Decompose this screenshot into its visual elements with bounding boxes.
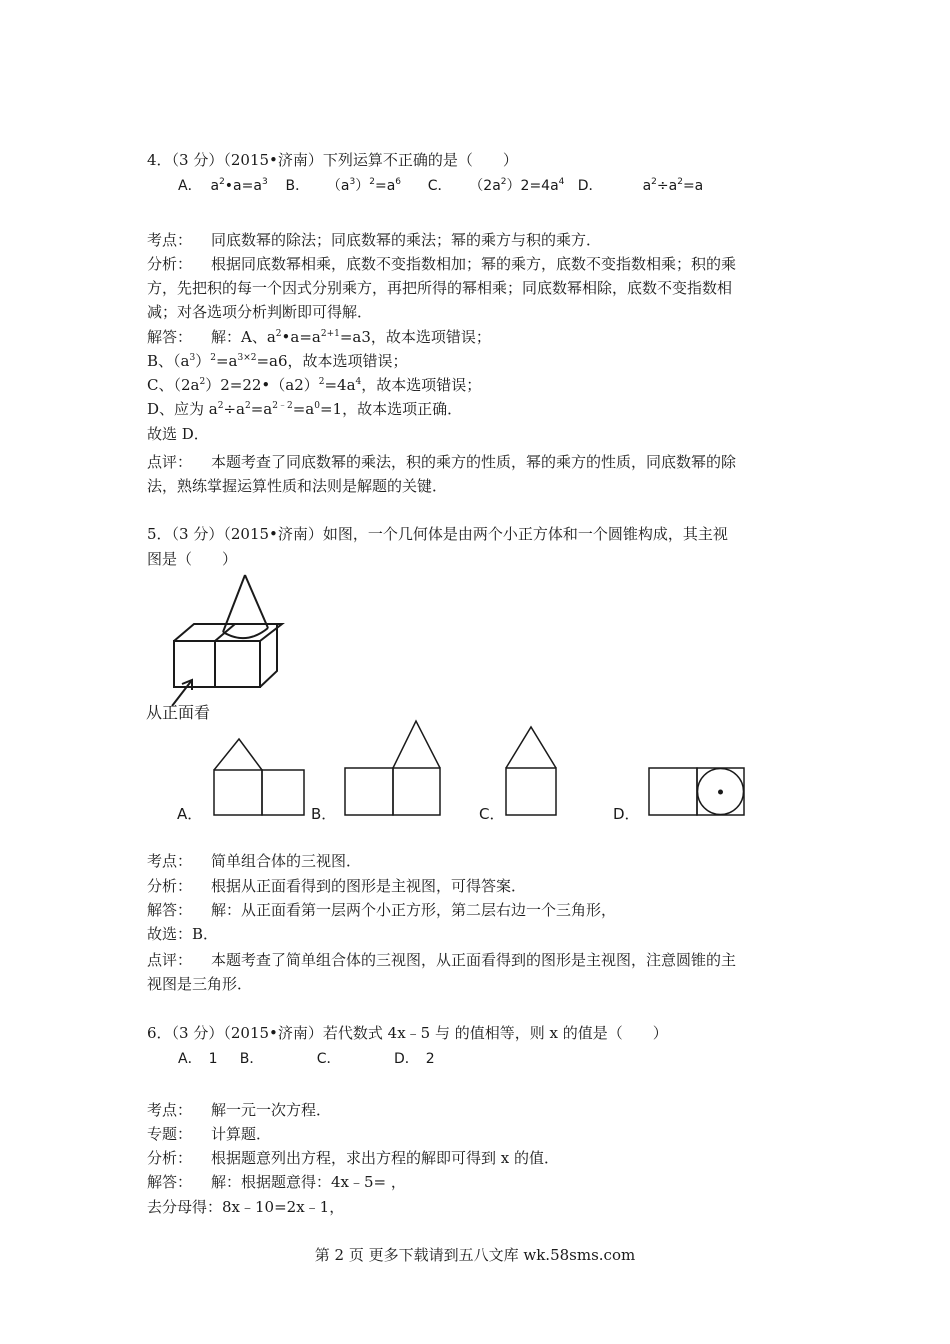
figure-caption: 从正面看 <box>146 703 211 722</box>
option-a-figure <box>214 739 304 815</box>
q5-guxuan: 故选：B． <box>147 925 219 943</box>
q4-jieda-d: D、应为 $a^2\div a^2=a^{2﹣2}=a^0=1$，故本选项正确． <box>147 400 463 418</box>
option-d-label: D． <box>613 805 640 823</box>
q4-kaodian: 考点： 同底数幂的除法；同底数幂的乘法；幂的乘方与积的乘方． <box>147 231 602 249</box>
q5-jieda: 解答： 解：从正面看第一层两个小正方形，第二层右边一个三角形， <box>147 901 617 919</box>
option-a-label: A． <box>177 805 203 823</box>
q4-fenxi: 分析： 根据同底数幂相乘，底数不变指数相加；幂的乘方，底数不变指数相乘；积的乘 <box>147 255 737 273</box>
q5-fenxi: 分析： 根据从正面看得到的图形是主视图，可得答案． <box>147 877 527 895</box>
q6-jieda: 解答： 解：根据题意得：4x﹣5= ， <box>147 1173 406 1191</box>
q6-zhuanti: 专题： 计算题． <box>147 1125 272 1143</box>
q5-kaodian: 考点： 简单组合体的三视图． <box>147 852 362 870</box>
q5-dianping-2: 视图是三角形． <box>147 975 253 993</box>
q6-stem: 6．（3 分）（2015•济南）若代数式 4x﹣5 与 的值相等，则 x 的值是（ ） <box>147 1024 668 1042</box>
q6-step: 去分母得：8x﹣10=2x﹣1， <box>147 1198 345 1216</box>
q4-jieda: 解答： 解：A、$a^2•a=a^{2+1}=a3$，故本选项错误； <box>147 328 491 346</box>
q4-jieda-c: C、$(2a^2)2=22•(a2)^2=4a^4$，故本选项错误； <box>147 376 482 394</box>
q4-fenxi-2: 方，先把积的每一个因式分别乘方，再把所得的幂相乘；同底数幂相除，底数不变指数相 <box>147 279 733 297</box>
q5-dianping: 点评： 本题考查了简单组合体的三视图，从正面看得到的图形是主视图，注意圆锥的主 <box>147 951 737 969</box>
q5-stem: 5．（3 分）（2015•济南）如图，一个几何体是由两个小正方体和一个圆锥构成，其主视 <box>147 525 728 543</box>
q6-options: A． 1 B． C． D． 2 <box>178 1051 435 1067</box>
q4-jieda-b: B、$(a^3)^2=a^{3\times 2}=a6$，故本选项错误； <box>147 352 408 370</box>
option-b-label: B． <box>311 805 337 823</box>
q6-kaodian: 考点： 解一元一次方程． <box>147 1101 332 1119</box>
page-footer: 第 2 页 更多下载请到五八文库 wk.58sms.com <box>314 1246 636 1264</box>
q5-stem-2: 图是（ ） <box>147 550 238 568</box>
q4-options: A． $a^2•a=a^3$ B． $(a^3)^2=a^6$ C． $(2a^2)2=4a^4$ D． $a^2\div a^2=a$ <box>178 177 704 194</box>
q6-fenxi: 分析： 根据题意列出方程，求出方程的解即可得到 x 的值． <box>147 1149 559 1167</box>
q4-fenxi-3: 减；对各选项分析判断即可得解． <box>147 303 373 321</box>
q4-guxuan: 故选 D． <box>147 425 209 443</box>
q4-stem: 4．（3 分）（2015•济南）下列运算不正确的是（ ） <box>147 151 518 169</box>
option-c-figure <box>506 727 556 815</box>
option-b-figure <box>345 721 440 815</box>
q4-dianping-2: 法，熟练掌握运算性质和法则是解题的关键． <box>147 477 448 495</box>
q4-dianping: 点评： 本题考查了同底数幂的乘法，积的乘方的性质，幂的乘方的性质，同底数幂的除 <box>147 453 737 471</box>
option-c-label: C． <box>479 805 505 823</box>
option-d-figure <box>649 768 744 815</box>
